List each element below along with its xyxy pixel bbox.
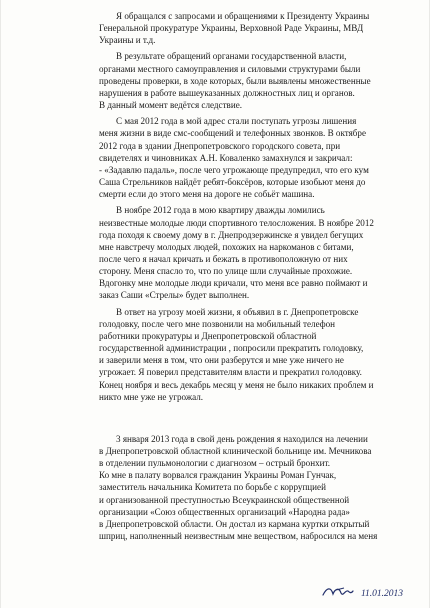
text-line: свидетелях и чиновниках А.Н. Коваленко замахнулся и закричал: [99, 152, 353, 163]
text-line: нарушения в работе вышеуказанных должностных лиц и органов. [99, 87, 355, 98]
text-line: В результате обращений органами государственной власти, [116, 51, 347, 62]
text-line: Вдогонку мне молодые люди кричали, что меня все равно поймают и [99, 278, 368, 289]
text-line: голодовку, после чего мне позвонили на мобильный телефон [99, 318, 336, 329]
paragraph-hunger-strike [99, 306, 413, 403]
text-line: Генеральной прокуратуре Украины, Верховной Раде Украины, МВД [99, 23, 364, 34]
paragraph-spacer [99, 407, 413, 433]
text-line: сторону. Меня спасло то, что по улице шли случайные прохожие. [99, 266, 353, 277]
text-line: работники прокуратуры и Днепропетровской областной [99, 330, 317, 341]
text-line: Саша Стрельников найдёт ребят-боксёров, которые изобьют меня до [99, 177, 366, 188]
text-line: шприц, наполненный неизвестным мне веществом, набросился на меня [99, 531, 378, 542]
text-line: неизвестные молодые люди спортивного телосложения. В ноябре 2012 [99, 217, 374, 228]
text-line: Украины и т.д. [99, 35, 156, 46]
text-line: Ко мне в палату ворвался гражданин Украины Роман Гунчак, [99, 470, 337, 481]
paragraph-attack [99, 204, 413, 301]
document-body [99, 10, 413, 542]
text-line: С мая 2012 года в мой адрес стали поступать угрозы лишения [116, 116, 357, 127]
text-line: проведены проверки, в ходе которых, были выявлены множественные [99, 75, 371, 86]
paragraph-appeals [99, 10, 413, 46]
text-line: В ноябре 2012 года в мою квартиру дважды ломились [116, 205, 325, 216]
text-line: В ответ на угрозу моей жизни, я объявил в г. Днепропетровске [116, 306, 359, 317]
text-line: года походя к своему дому в г. Днепродзержинске я увидел бегущих [99, 229, 364, 240]
text-line: в отделении пульмонологии с диагнозом – острый бронхит. [99, 458, 331, 469]
text-line: мне навстречу молодых людей, похожих на наркоманов с битами, [99, 241, 354, 252]
text-line: в Днепропетровской областной клинической больнице им. Мечникова [99, 446, 372, 456]
handwritten-signature-and-date [321, 583, 421, 601]
paragraph-threats [99, 115, 413, 200]
text-line: органами местного самоуправления и силовыми структурами были [99, 63, 361, 74]
text-line: никто мне уже не угрожал. [99, 391, 204, 402]
paragraph-hospital [99, 433, 413, 542]
text-line: угрожает. Я поверил представителям власти и прекратил голодовку. [99, 367, 362, 378]
text-line: заместитель начальника Комитета по борьбе с коррупцией [99, 482, 326, 493]
text-line: В данный момент ведётся следствие. [99, 100, 243, 111]
text-line: и организованной преступностью Всеукраинской общественной [99, 494, 350, 505]
text-line: смерти если до этого меня на дороге не собьёт машина. [99, 189, 315, 200]
paragraph-inspections [99, 50, 413, 111]
text-line: меня жизни в виде смс-сообщений и телефонных звонков. В октябре [99, 128, 366, 139]
text-line: после чего я начал кричать и бежать в противоположную от них [99, 253, 348, 264]
text-line: организации «Союз общественных организаций «Народна рада» [99, 506, 350, 517]
text-line: Я обращался с запросами и обращениями к Президенту Украины [116, 11, 370, 21]
text-line: и заверили меня в том, что они разберутся и мне уже ничего не [99, 355, 344, 366]
footer-date: 11.01.2013 [361, 589, 404, 599]
text-line: 3 января 2013 года в свой день рождения я находился на лечении [116, 433, 368, 444]
text-line: в Днепропетровской области. Он достал из кармана куртки открытый [99, 518, 370, 529]
text-line: - «Задавлю падаль», после чего угрожающе предупредил, что его кум [99, 164, 369, 175]
text-line: государственной администрации , попросили прекратить голодовку, [99, 343, 364, 354]
text-line: 2012 года в здании Днепропетровского городского совета, при [99, 140, 341, 151]
text-line: заказ Саши «Стрелы» будет выполнен. [99, 290, 250, 301]
text-line: Конец ноября и весь декабрь месяц у меня не было никаких проблем и [99, 379, 374, 390]
